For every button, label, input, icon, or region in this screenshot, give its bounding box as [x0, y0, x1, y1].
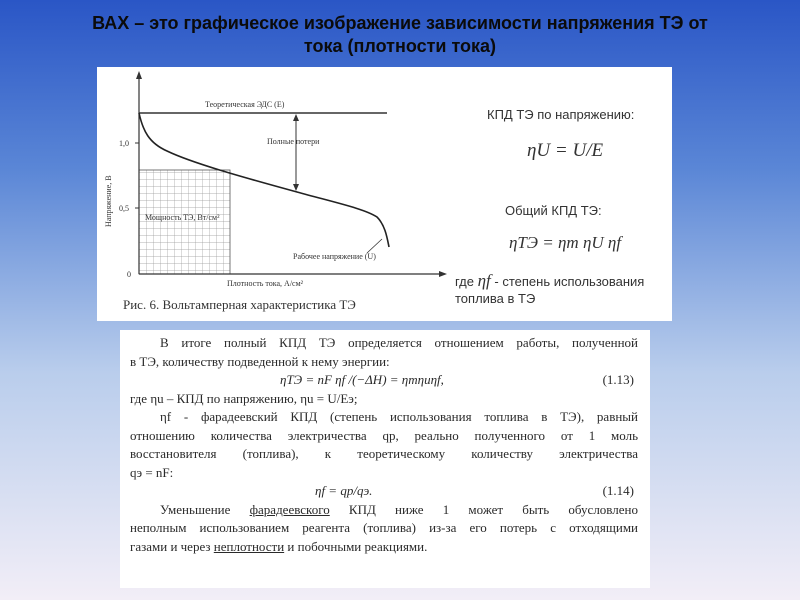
voltage-efficiency-heading: КПД ТЭ по напряжению:: [487, 107, 635, 122]
doc-text: Уменьшение: [160, 501, 250, 517]
tick-label-05: 0,5: [119, 204, 129, 213]
textbook-excerpt-panel: [120, 330, 650, 588]
doc-line: где ηu – КПД по напряжению, ηu = U/Eэ;: [130, 390, 358, 406]
doc-line: [130, 538, 638, 557]
losses-arrow-top: [293, 114, 299, 121]
losses-arrow-bottom: [293, 184, 299, 191]
efficiency-formulas: [457, 67, 672, 321]
label-power: Мощность ТЭ, Вт/см²: [145, 213, 220, 222]
power-area: [139, 170, 230, 274]
label-losses: Полные потери: [267, 137, 320, 146]
vac-figure-panel: [97, 67, 672, 321]
doc-line: неполным использованием реагента (топлива) из-за его потерь с отходящими: [130, 520, 638, 535]
figure-caption: Рис. 6. Вольтамперная характеристика ТЭ: [123, 297, 356, 312]
vac-chart: [97, 67, 457, 321]
note-rest: - степень использования: [494, 274, 645, 289]
doc-text: газами и через: [130, 538, 214, 554]
note-line2: топлива в ТЭ: [455, 291, 536, 306]
doc-text: КПД ниже 1 может быть обусловлено: [329, 501, 638, 517]
doc-line: В итоге полный КПД ТЭ определяется отношением работы, полученной: [160, 335, 638, 350]
doc-underlined-term: неплотности: [213, 538, 285, 554]
equation-1-13: [130, 371, 638, 390]
note-eta: ηf: [477, 271, 491, 290]
efficiency-note: [455, 272, 667, 307]
doc-line: в ТЭ, количеству подведенной к нему энергии:: [130, 353, 390, 369]
slide-title-line2: тока (плотности тока): [303, 36, 497, 56]
textbook-excerpt: [130, 334, 638, 556]
doc-line: отношению количества электричества qр, реально полученного от 1 моль: [130, 427, 638, 443]
slide-title: [40, 12, 760, 58]
tick-label-0: 0: [127, 270, 131, 279]
doc-line: qэ = nF:: [130, 464, 174, 480]
doc-line: восстановителя (топлива), к теоретическому количеству электричества: [130, 446, 638, 461]
label-theoretical: Теоретическая ЭДС (Е): [205, 100, 285, 109]
total-efficiency-formula: ηТЭ = ηт ηU ηf: [509, 233, 622, 252]
equation-1-13-number: (1.13): [602, 372, 634, 387]
equation-1-13-body: ηТЭ = nF ηf /(−ΔH) = ηтηuηf,: [280, 372, 444, 387]
tick-label-1: 1,0: [119, 139, 129, 148]
note-prefix: где: [455, 274, 474, 289]
doc-underlined-term: фарадеевского: [249, 501, 330, 517]
x-axis-label: Плотность тока, А/см²: [227, 279, 304, 288]
x-axis-arrow: [439, 271, 447, 277]
working-leader: [367, 239, 382, 253]
equation-1-14-number: (1.14): [602, 483, 634, 498]
doc-line: ηf - фарадеевский КПД (степень использования топлива в ТЭ), равный: [160, 409, 638, 424]
voltage-efficiency-formula: ηU = U/E: [527, 140, 604, 161]
y-axis-label: Напряжение, В: [104, 175, 113, 227]
slide-title-line1: ВАХ – это графическое изображение зависимости напряжения ТЭ от: [92, 13, 708, 33]
label-working: Рабочее напряжение (U): [293, 252, 376, 261]
doc-text: и побочными реакциями.: [284, 538, 428, 554]
equation-1-14: [130, 482, 638, 501]
equation-1-14-body: ηf = qр/qэ.: [315, 483, 373, 498]
total-efficiency-heading: Общий КПД ТЭ:: [505, 203, 602, 218]
y-axis-arrow: [136, 71, 142, 79]
doc-line: [130, 501, 638, 520]
